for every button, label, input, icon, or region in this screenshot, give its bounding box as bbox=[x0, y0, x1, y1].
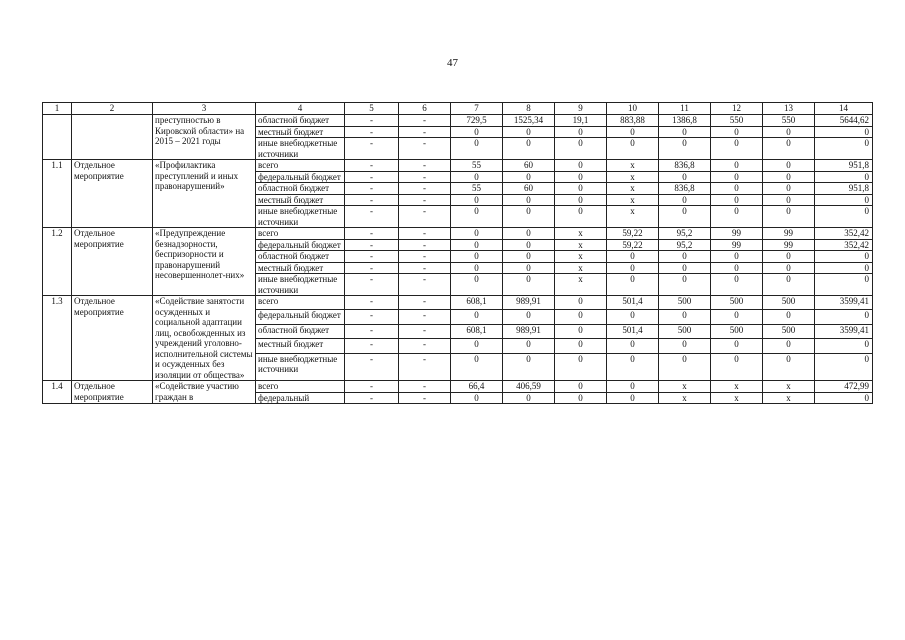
value-cell: x bbox=[763, 392, 815, 404]
value-cell: x bbox=[555, 239, 607, 251]
value-cell: 0 bbox=[555, 183, 607, 195]
value-cell: 0 bbox=[659, 171, 711, 183]
value-cell: 0 bbox=[451, 262, 503, 274]
measure-name: «Содействие занятости осужденных и социальной адаптации лиц, освобожденных из учреждений уголовно-исполнительной системы и осужденных без изоляции от общества» bbox=[153, 296, 256, 381]
value-cell: 550 bbox=[711, 115, 763, 127]
funding-source: областной бюджет bbox=[256, 251, 345, 263]
value-cell: - bbox=[345, 171, 399, 183]
item-number: 1.4 bbox=[43, 381, 72, 404]
value-cell: - bbox=[345, 310, 399, 324]
table-body bbox=[43, 115, 873, 404]
value-cell: 0 bbox=[503, 353, 555, 381]
value-cell: 608,1 bbox=[451, 296, 503, 310]
column-header: 2 bbox=[72, 103, 153, 115]
value-cell: 0 bbox=[607, 274, 659, 296]
value-cell: 0 bbox=[711, 171, 763, 183]
funding-source: местный бюджет bbox=[256, 194, 345, 206]
value-cell: 0 bbox=[763, 126, 815, 138]
value-cell: - bbox=[399, 339, 451, 353]
value-cell: 0 bbox=[659, 339, 711, 353]
value-cell: 0 bbox=[763, 183, 815, 195]
value-cell: x bbox=[555, 274, 607, 296]
value-cell: 989,91 bbox=[503, 324, 555, 338]
value-cell: - bbox=[399, 194, 451, 206]
value-cell: 550 bbox=[763, 115, 815, 127]
value-cell: 0 bbox=[451, 206, 503, 228]
value-cell: 0 bbox=[711, 353, 763, 381]
value-cell: 0 bbox=[711, 274, 763, 296]
value-cell: - bbox=[345, 228, 399, 240]
value-cell: 500 bbox=[763, 324, 815, 338]
value-cell: 0 bbox=[503, 206, 555, 228]
value-cell: x bbox=[607, 206, 659, 228]
value-cell: 406,59 bbox=[503, 381, 555, 393]
funding-source: всего bbox=[256, 160, 345, 172]
value-cell: - bbox=[399, 392, 451, 404]
value-cell: 0 bbox=[763, 194, 815, 206]
value-cell: 951,8 bbox=[815, 183, 873, 195]
column-header: 14 bbox=[815, 103, 873, 115]
value-cell: 729,5 bbox=[451, 115, 503, 127]
value-cell: 0 bbox=[451, 251, 503, 263]
column-header: 3 bbox=[153, 103, 256, 115]
item-number: 1.2 bbox=[43, 228, 72, 296]
item-number: 1.1 bbox=[43, 160, 72, 228]
value-cell: - bbox=[399, 274, 451, 296]
value-cell: 0 bbox=[711, 339, 763, 353]
value-cell: 500 bbox=[659, 296, 711, 310]
value-cell: 59,22 bbox=[607, 239, 659, 251]
value-cell: - bbox=[345, 239, 399, 251]
column-header: 10 bbox=[607, 103, 659, 115]
funding-source: иные внебюджетные источники bbox=[256, 353, 345, 381]
value-cell: 0 bbox=[815, 126, 873, 138]
value-cell: 0 bbox=[711, 183, 763, 195]
value-cell: 608,1 bbox=[451, 324, 503, 338]
value-cell: - bbox=[345, 115, 399, 127]
page-number: 47 bbox=[447, 57, 458, 69]
value-cell: 836,8 bbox=[659, 160, 711, 172]
value-cell: x bbox=[607, 194, 659, 206]
value-cell: 836,8 bbox=[659, 183, 711, 195]
value-cell: 472,99 bbox=[815, 381, 873, 393]
funding-source: областной бюджет bbox=[256, 115, 345, 127]
value-cell: 0 bbox=[503, 392, 555, 404]
value-cell: 0 bbox=[451, 339, 503, 353]
measure-type: Отдельное мероприятие bbox=[72, 228, 153, 296]
value-cell: - bbox=[399, 310, 451, 324]
value-cell: x bbox=[711, 392, 763, 404]
value-cell: x bbox=[555, 228, 607, 240]
value-cell: 60 bbox=[503, 183, 555, 195]
value-cell: 0 bbox=[555, 381, 607, 393]
value-cell: 0 bbox=[815, 262, 873, 274]
value-cell: 0 bbox=[763, 171, 815, 183]
column-header: 5 bbox=[345, 103, 399, 115]
value-cell: 0 bbox=[815, 339, 873, 353]
value-cell: 501,4 bbox=[607, 324, 659, 338]
funding-source: иные внебюджетные источники bbox=[256, 138, 345, 160]
column-header: 4 bbox=[256, 103, 345, 115]
value-cell: x bbox=[763, 381, 815, 393]
funding-source: федеральный бюджет bbox=[256, 310, 345, 324]
measure-type: Отдельное мероприятие bbox=[72, 296, 153, 381]
measure-name: «Содействие участию граждан в bbox=[153, 381, 256, 404]
value-cell: - bbox=[345, 126, 399, 138]
value-cell: 0 bbox=[815, 392, 873, 404]
value-cell: 99 bbox=[711, 239, 763, 251]
value-cell: 0 bbox=[607, 126, 659, 138]
item-number bbox=[43, 115, 72, 160]
value-cell: 0 bbox=[711, 206, 763, 228]
value-cell: 0 bbox=[607, 251, 659, 263]
value-cell: 0 bbox=[503, 171, 555, 183]
value-cell: 0 bbox=[711, 126, 763, 138]
value-cell: 0 bbox=[555, 171, 607, 183]
value-cell: x bbox=[607, 160, 659, 172]
column-header: 8 bbox=[503, 103, 555, 115]
value-cell: 0 bbox=[503, 310, 555, 324]
measure-type: Отдельное мероприятие bbox=[72, 381, 153, 404]
table-row bbox=[43, 228, 873, 240]
funding-source: иные внебюджетные источники bbox=[256, 274, 345, 296]
value-cell: 0 bbox=[451, 194, 503, 206]
value-cell: 0 bbox=[451, 228, 503, 240]
value-cell: 0 bbox=[659, 310, 711, 324]
value-cell: 951,8 bbox=[815, 160, 873, 172]
value-cell: 0 bbox=[659, 353, 711, 381]
value-cell: - bbox=[345, 353, 399, 381]
value-cell: 0 bbox=[659, 262, 711, 274]
value-cell: 0 bbox=[607, 262, 659, 274]
value-cell: - bbox=[399, 381, 451, 393]
table-header-row bbox=[43, 103, 873, 115]
funding-source: федеральный бюджет bbox=[256, 171, 345, 183]
value-cell: - bbox=[345, 392, 399, 404]
value-cell: 0 bbox=[451, 392, 503, 404]
value-cell: - bbox=[399, 251, 451, 263]
funding-source: местный бюджет bbox=[256, 126, 345, 138]
value-cell: - bbox=[345, 274, 399, 296]
value-cell: 500 bbox=[659, 324, 711, 338]
value-cell: - bbox=[399, 183, 451, 195]
value-cell: 0 bbox=[607, 310, 659, 324]
table-row bbox=[43, 160, 873, 172]
value-cell: 0 bbox=[555, 126, 607, 138]
value-cell: 500 bbox=[763, 296, 815, 310]
value-cell: x bbox=[607, 183, 659, 195]
funding-source: всего bbox=[256, 296, 345, 310]
value-cell: 0 bbox=[451, 138, 503, 160]
value-cell: - bbox=[399, 115, 451, 127]
value-cell: x bbox=[607, 171, 659, 183]
value-cell: - bbox=[399, 239, 451, 251]
value-cell: 0 bbox=[607, 353, 659, 381]
measure-type bbox=[72, 115, 153, 160]
value-cell: 0 bbox=[763, 138, 815, 160]
value-cell: - bbox=[345, 138, 399, 160]
value-cell: 0 bbox=[503, 239, 555, 251]
value-cell: - bbox=[345, 183, 399, 195]
value-cell: - bbox=[399, 296, 451, 310]
value-cell: 0 bbox=[503, 251, 555, 263]
value-cell: 0 bbox=[555, 206, 607, 228]
value-cell: 0 bbox=[659, 274, 711, 296]
value-cell: 0 bbox=[815, 274, 873, 296]
value-cell: - bbox=[399, 353, 451, 381]
measure-name: «Профилактика преступлений и иных правонарушений» bbox=[153, 160, 256, 228]
table-row bbox=[43, 115, 873, 127]
value-cell: 0 bbox=[815, 206, 873, 228]
value-cell: 0 bbox=[659, 251, 711, 263]
value-cell: 95,2 bbox=[659, 228, 711, 240]
funding-source: областной бюджет bbox=[256, 324, 345, 338]
value-cell: 0 bbox=[555, 324, 607, 338]
value-cell: 0 bbox=[555, 160, 607, 172]
value-cell: - bbox=[399, 138, 451, 160]
table-row bbox=[43, 381, 873, 393]
value-cell: 0 bbox=[711, 251, 763, 263]
value-cell: - bbox=[345, 262, 399, 274]
value-cell: x bbox=[659, 381, 711, 393]
value-cell: 0 bbox=[607, 138, 659, 160]
value-cell: 0 bbox=[711, 138, 763, 160]
value-cell: - bbox=[399, 228, 451, 240]
value-cell: 0 bbox=[503, 228, 555, 240]
value-cell: 0 bbox=[503, 194, 555, 206]
value-cell: - bbox=[399, 206, 451, 228]
column-header: 12 bbox=[711, 103, 763, 115]
value-cell: 60 bbox=[503, 160, 555, 172]
funding-source: местный бюджет bbox=[256, 262, 345, 274]
value-cell: 0 bbox=[763, 160, 815, 172]
value-cell: 1525,34 bbox=[503, 115, 555, 127]
column-header: 1 bbox=[43, 103, 72, 115]
column-header: 6 bbox=[399, 103, 451, 115]
value-cell: 0 bbox=[659, 194, 711, 206]
value-cell: 0 bbox=[555, 353, 607, 381]
funding-source: всего bbox=[256, 228, 345, 240]
value-cell: 5644,62 bbox=[815, 115, 873, 127]
value-cell: 0 bbox=[451, 274, 503, 296]
value-cell: - bbox=[345, 160, 399, 172]
value-cell: 0 bbox=[555, 310, 607, 324]
value-cell: 66,4 bbox=[451, 381, 503, 393]
value-cell: 0 bbox=[503, 138, 555, 160]
value-cell: 0 bbox=[711, 262, 763, 274]
value-cell: - bbox=[399, 171, 451, 183]
value-cell: 3599,41 bbox=[815, 296, 873, 310]
value-cell: 500 bbox=[711, 296, 763, 310]
value-cell: 99 bbox=[763, 239, 815, 251]
measure-name: «Предупреждение безнадзорности, беспризорности и правонарушений несовершеннолет-них» bbox=[153, 228, 256, 296]
funding-source: областной бюджет bbox=[256, 183, 345, 195]
funding-source: местный бюджет bbox=[256, 339, 345, 353]
value-cell: 989,91 bbox=[503, 296, 555, 310]
value-cell: 0 bbox=[815, 251, 873, 263]
column-header: 13 bbox=[763, 103, 815, 115]
value-cell: 0 bbox=[607, 381, 659, 393]
value-cell: - bbox=[399, 126, 451, 138]
table-row bbox=[43, 296, 873, 310]
value-cell: - bbox=[345, 324, 399, 338]
value-cell: 0 bbox=[763, 353, 815, 381]
value-cell: 883,88 bbox=[607, 115, 659, 127]
value-cell: - bbox=[345, 194, 399, 206]
value-cell: 55 bbox=[451, 160, 503, 172]
value-cell: 0 bbox=[503, 274, 555, 296]
value-cell: 0 bbox=[451, 353, 503, 381]
value-cell: x bbox=[555, 251, 607, 263]
value-cell: 0 bbox=[659, 126, 711, 138]
value-cell: 0 bbox=[503, 126, 555, 138]
value-cell: 95,2 bbox=[659, 239, 711, 251]
value-cell: 501,4 bbox=[607, 296, 659, 310]
value-cell: 19,1 bbox=[555, 115, 607, 127]
value-cell: x bbox=[555, 262, 607, 274]
value-cell: 0 bbox=[763, 339, 815, 353]
value-cell: 0 bbox=[763, 206, 815, 228]
value-cell: 55 bbox=[451, 183, 503, 195]
value-cell: 0 bbox=[711, 310, 763, 324]
value-cell: 0 bbox=[555, 194, 607, 206]
value-cell: 0 bbox=[503, 339, 555, 353]
value-cell: - bbox=[399, 262, 451, 274]
value-cell: 352,42 bbox=[815, 228, 873, 240]
value-cell: 0 bbox=[763, 251, 815, 263]
value-cell: 0 bbox=[815, 310, 873, 324]
value-cell: 0 bbox=[815, 194, 873, 206]
measure-name: преступностью в Кировской области» на 2015 – 2021 годы bbox=[153, 115, 256, 160]
value-cell: x bbox=[711, 381, 763, 393]
funding-source: федеральный бюджет bbox=[256, 239, 345, 251]
value-cell: 0 bbox=[607, 339, 659, 353]
value-cell: 352,42 bbox=[815, 239, 873, 251]
value-cell: 0 bbox=[659, 206, 711, 228]
value-cell: - bbox=[345, 296, 399, 310]
funding-source: всего bbox=[256, 381, 345, 393]
funding-source: иные внебюджетные источники bbox=[256, 206, 345, 228]
measure-type: Отдельное мероприятие bbox=[72, 160, 153, 228]
column-header: 9 bbox=[555, 103, 607, 115]
value-cell: - bbox=[345, 251, 399, 263]
value-cell: 0 bbox=[555, 392, 607, 404]
value-cell: 0 bbox=[555, 296, 607, 310]
value-cell: - bbox=[345, 339, 399, 353]
item-number: 1.3 bbox=[43, 296, 72, 381]
value-cell: 0 bbox=[815, 353, 873, 381]
value-cell: 0 bbox=[711, 160, 763, 172]
value-cell: 3599,41 bbox=[815, 324, 873, 338]
value-cell: 0 bbox=[711, 194, 763, 206]
value-cell: - bbox=[399, 324, 451, 338]
value-cell: 1386,8 bbox=[659, 115, 711, 127]
value-cell: 0 bbox=[763, 310, 815, 324]
column-header: 7 bbox=[451, 103, 503, 115]
value-cell: 500 bbox=[711, 324, 763, 338]
value-cell: - bbox=[345, 206, 399, 228]
funding-source: федеральный bbox=[256, 392, 345, 404]
value-cell: - bbox=[345, 381, 399, 393]
value-cell: 0 bbox=[451, 239, 503, 251]
value-cell: 0 bbox=[607, 392, 659, 404]
value-cell: 0 bbox=[659, 138, 711, 160]
value-cell: 0 bbox=[555, 138, 607, 160]
value-cell: 99 bbox=[711, 228, 763, 240]
budget-table bbox=[42, 102, 873, 404]
value-cell: 0 bbox=[555, 339, 607, 353]
value-cell: 0 bbox=[763, 262, 815, 274]
value-cell: 0 bbox=[503, 262, 555, 274]
value-cell: x bbox=[659, 392, 711, 404]
value-cell: 0 bbox=[763, 274, 815, 296]
value-cell: 59,22 bbox=[607, 228, 659, 240]
value-cell: 99 bbox=[763, 228, 815, 240]
value-cell: - bbox=[399, 160, 451, 172]
column-header: 11 bbox=[659, 103, 711, 115]
value-cell: 0 bbox=[451, 126, 503, 138]
value-cell: 0 bbox=[815, 171, 873, 183]
value-cell: 0 bbox=[451, 171, 503, 183]
value-cell: 0 bbox=[451, 310, 503, 324]
value-cell: 0 bbox=[815, 138, 873, 160]
